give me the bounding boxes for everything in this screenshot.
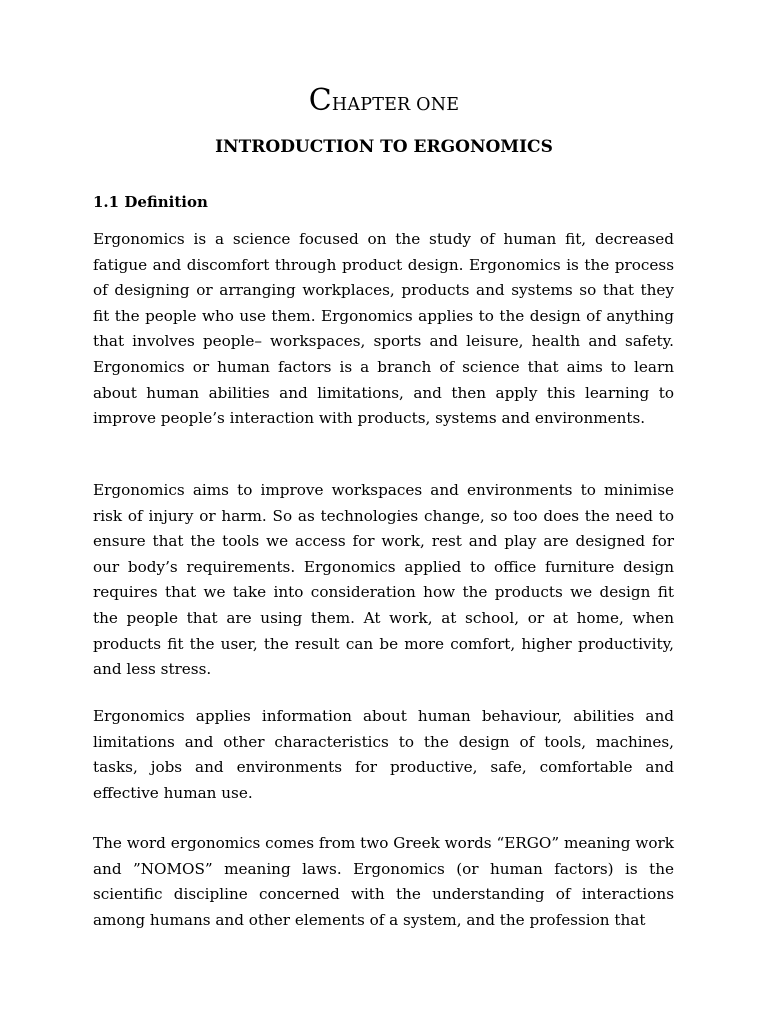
chapter-title-rest: HAPTER ONE [331, 95, 460, 115]
body-paragraph-4: The word ergonomics comes from two Greek words “ERGO” meaning work and ”NOMOS” meaning laws. Ergonomics (or human factors) is the scientific discipline concerned with the understanding of interactions among humans and other elements of a system, and the profession that [93, 834, 674, 929]
body-paragraph-3: Ergonomics applies information about human behaviour, abilities and limitations and other characteristics to the design of tools, machines, tasks, jobs and environments for productive, safe, comfortable and effective human use. [93, 707, 674, 802]
body-paragraph-2: Ergonomics aims to improve workspaces and environments to minimise risk of injury or harm. So as technologies change, so too does the need to ensure that the tools we access for work, rest and play are designed for our body’s requirements. Ergonomics applied to office furniture design requires that we take into consideration how the products we design fit the people that are using them. At work, at school, or at home, when products fit the user, the result can be more comfort, higher productivity, and less stress. [93, 481, 674, 679]
chapter-title-initial: C [308, 83, 332, 118]
body-paragraph-1: Ergonomics is a science focused on the study of human fit, decreased fatigue and discomfort through product design. Ergonomics is the process of designing or arranging workplaces, products and systems so that they fit the people who use them. Ergonomics applies to the design of anything that involves people– workspaces, sports and leisure, health and safety. Ergonomics or human factors is a branch of science that aims to learn about human abilities and limitations, and then apply this learning to improve people’s interaction with products, systems and environments. [93, 230, 674, 428]
chapter-subtitle: INTRODUCTION TO ERGONOMICS [215, 137, 553, 157]
section-heading: 1.1 Definition [93, 193, 208, 211]
chapter-title [0, 83, 768, 118]
